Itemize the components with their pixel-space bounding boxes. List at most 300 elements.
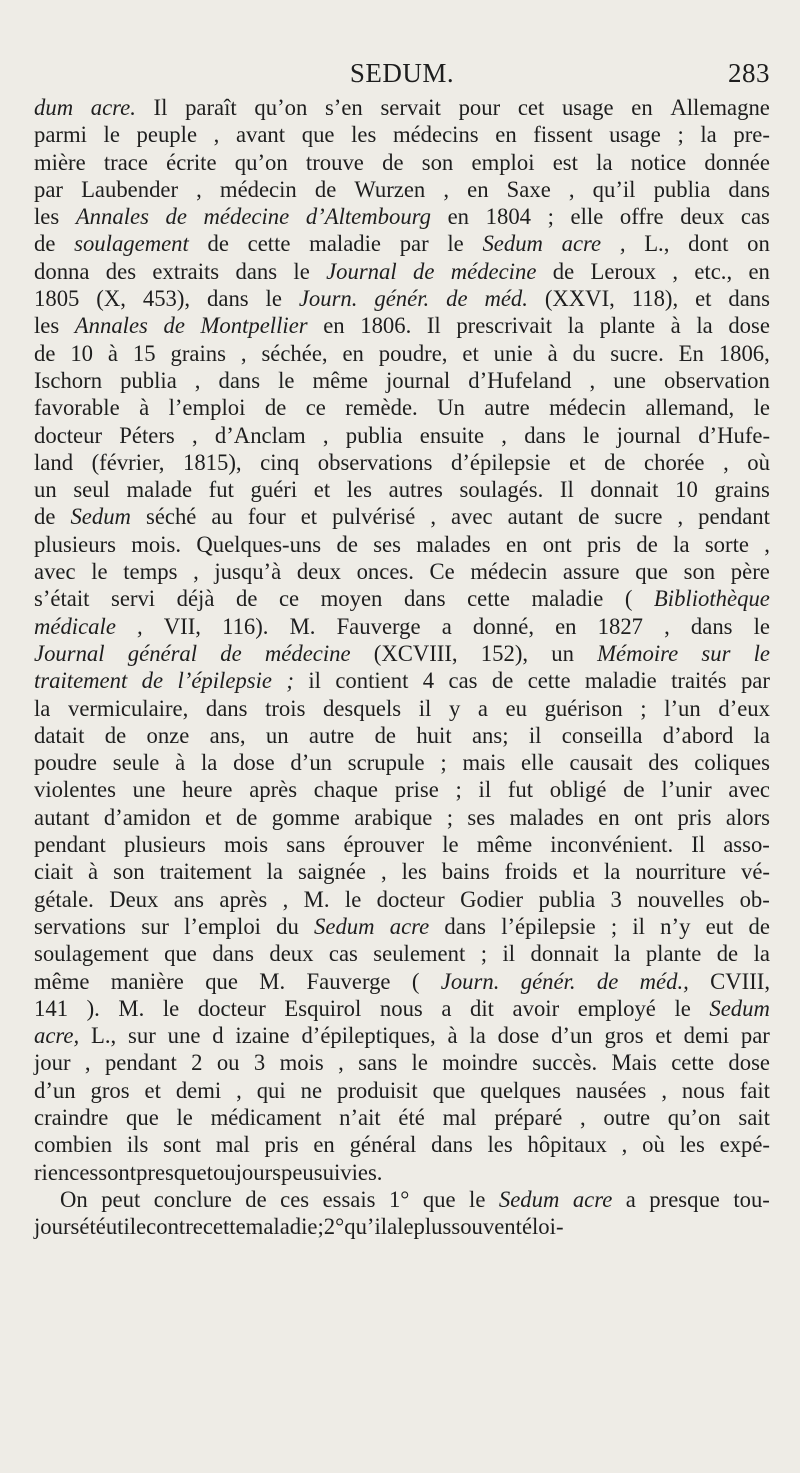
word: 1° xyxy=(388,1186,410,1212)
word: ce xyxy=(305,395,326,421)
word: le xyxy=(265,286,282,312)
word: sait xyxy=(738,1104,770,1130)
word: dont xyxy=(688,231,729,257)
word: en xyxy=(748,258,770,284)
word: etc., xyxy=(694,258,733,284)
word: dans xyxy=(444,913,486,939)
word: cas xyxy=(328,941,358,967)
word: ; xyxy=(440,750,447,776)
word: Ce xyxy=(429,559,455,585)
word: autant xyxy=(507,504,564,530)
word: inconvénient. xyxy=(550,832,674,858)
word: s’était xyxy=(34,586,90,612)
italic-word: médecine xyxy=(264,640,351,666)
word: ; xyxy=(610,913,618,939)
word: prise xyxy=(394,777,439,803)
italic-word: de xyxy=(446,286,468,312)
text-line xyxy=(34,640,770,667)
word: hôpitaux xyxy=(527,1132,607,1158)
word: ans; xyxy=(471,722,509,748)
word: ce xyxy=(278,586,300,612)
word: plante xyxy=(599,313,656,339)
italic-word: Annales xyxy=(75,204,149,230)
word: sont xyxy=(98,1159,137,1185)
word: du xyxy=(572,340,596,366)
word: en xyxy=(598,804,620,830)
italic-word: de xyxy=(165,204,187,230)
word: , xyxy=(338,1050,344,1076)
word: en xyxy=(467,176,489,202)
word: Fauverge xyxy=(336,613,421,639)
word: Saxe xyxy=(506,176,551,202)
italic-word: de xyxy=(163,313,185,339)
word: Fauverge xyxy=(306,968,391,994)
word: (X, xyxy=(96,286,126,312)
word: huit xyxy=(416,722,452,748)
word: moindre xyxy=(442,1050,518,1076)
word: et xyxy=(205,804,222,830)
italic-word: le xyxy=(753,640,770,666)
word: extraits xyxy=(152,258,220,284)
word: médicament xyxy=(210,1104,322,1130)
word: parmi xyxy=(34,122,87,148)
word: un xyxy=(34,477,57,503)
word: cette xyxy=(671,1050,715,1076)
word: la xyxy=(700,122,717,148)
word: dans xyxy=(431,1132,473,1158)
word: séchée, xyxy=(261,340,328,366)
word: et xyxy=(569,449,586,475)
word: d’Hufeland xyxy=(468,367,572,393)
word: ont xyxy=(542,531,572,557)
word: , xyxy=(191,422,198,448)
word: mal xyxy=(215,1132,250,1158)
word: four xyxy=(247,504,286,530)
word: en xyxy=(447,204,470,230)
word: l’épilepsie xyxy=(501,913,596,939)
word: , xyxy=(196,176,202,202)
word: temps xyxy=(123,559,178,585)
word: en xyxy=(342,340,364,366)
word: allemand, xyxy=(645,395,735,421)
word: sont xyxy=(163,1132,201,1158)
word: sur xyxy=(141,913,169,939)
word: 152), xyxy=(480,640,529,666)
word: écrite xyxy=(166,149,217,175)
word: gomme xyxy=(271,804,340,830)
italic-word: Sedum xyxy=(498,1186,560,1212)
word: remède. xyxy=(345,395,418,421)
word: le xyxy=(469,1186,486,1212)
word: prescrivait xyxy=(456,313,553,339)
word: le xyxy=(583,422,600,448)
word: le xyxy=(411,1050,428,1076)
word: dit xyxy=(470,995,494,1021)
word: expé- xyxy=(719,1132,770,1158)
word: 2 xyxy=(191,1050,203,1076)
word: (XCVIII, xyxy=(373,640,458,666)
word: la xyxy=(753,941,770,967)
word: L., xyxy=(644,231,670,257)
word: asso- xyxy=(723,832,770,858)
word: qu’on xyxy=(667,1104,721,1130)
word: plusieurs xyxy=(34,531,116,557)
word: Leroux xyxy=(590,258,656,284)
word: presque xyxy=(649,1186,720,1212)
word: toujours xyxy=(206,1159,282,1185)
word: pre- xyxy=(733,122,770,148)
word: un xyxy=(265,722,289,748)
text-line xyxy=(34,886,770,913)
word: donnée xyxy=(704,149,770,175)
word: d xyxy=(212,1023,224,1049)
word: dans xyxy=(728,176,770,202)
word: Péters xyxy=(119,422,175,448)
word: une xyxy=(167,1023,201,1049)
word: favorable xyxy=(34,395,120,421)
word: chorée xyxy=(644,449,705,475)
word: que xyxy=(164,941,197,967)
italic-word: Bibliothèque xyxy=(653,586,770,612)
text-line xyxy=(34,449,770,476)
word: suivies. xyxy=(313,1159,383,1185)
word: On xyxy=(60,1186,88,1212)
text-line xyxy=(34,312,770,339)
word: elle xyxy=(521,750,554,776)
word: de xyxy=(578,504,600,530)
word: En xyxy=(678,340,704,366)
word: , xyxy=(672,258,678,284)
text-line xyxy=(34,1186,770,1213)
word: , xyxy=(723,449,729,475)
word: , xyxy=(764,531,770,557)
word: pris xyxy=(587,531,622,557)
word: de xyxy=(235,586,258,612)
word: trois xyxy=(265,695,306,721)
word: servait xyxy=(380,95,441,120)
word: Wurzen xyxy=(354,176,426,202)
word: Il xyxy=(153,95,168,120)
word: pendant xyxy=(34,832,106,858)
word: (XXVI, xyxy=(544,286,615,312)
word: Il xyxy=(559,477,574,503)
word: en xyxy=(323,313,345,339)
word: craindre xyxy=(34,1104,109,1130)
word: le xyxy=(442,832,459,858)
italic-word: Montpellier xyxy=(200,313,308,339)
italic-word: général xyxy=(127,640,198,666)
word: a xyxy=(387,1214,398,1240)
italic-word: acre. xyxy=(90,95,136,120)
word: des xyxy=(105,258,137,284)
word: par xyxy=(34,176,63,202)
word: deux xyxy=(296,559,341,585)
word: (février, xyxy=(91,449,165,475)
word: guérison xyxy=(544,695,623,721)
word: donna xyxy=(34,258,90,284)
word: nous xyxy=(379,995,423,1021)
word: et xyxy=(572,859,589,885)
word: quelques xyxy=(480,1077,561,1103)
text-line xyxy=(34,176,770,203)
text-line xyxy=(34,94,770,121)
word: sorte xyxy=(704,531,749,557)
word: guéri xyxy=(250,477,298,503)
word: peuple xyxy=(136,122,198,148)
word: moyen xyxy=(320,586,383,612)
word: la xyxy=(753,722,770,748)
word: Laubender xyxy=(81,176,179,202)
word: été xyxy=(398,1104,425,1130)
word: cas xyxy=(740,204,770,230)
word: nourriture xyxy=(635,859,727,885)
word: deux xyxy=(269,941,314,967)
word: dans xyxy=(218,367,261,393)
word: demi xyxy=(175,1077,222,1103)
word: peut xyxy=(101,1186,141,1212)
word: général xyxy=(349,1132,417,1158)
text-line xyxy=(34,1104,770,1131)
text-line xyxy=(34,722,770,749)
word: dans xyxy=(690,613,733,639)
italic-word: Journal xyxy=(326,258,397,284)
word: d’un xyxy=(290,750,333,776)
word: , xyxy=(443,176,450,202)
text-line xyxy=(34,613,770,640)
word: ; xyxy=(480,941,488,967)
word: plus xyxy=(413,1214,452,1240)
word: grains xyxy=(714,477,770,503)
word: la xyxy=(469,1023,486,1049)
word: , xyxy=(236,1077,242,1103)
word: land xyxy=(34,449,74,475)
word: ). xyxy=(86,995,100,1021)
word: de xyxy=(382,149,404,175)
text-line xyxy=(34,476,770,503)
word: à xyxy=(670,313,681,339)
word: 1815), xyxy=(182,449,242,475)
word: autre xyxy=(484,395,530,421)
word: , xyxy=(661,1077,667,1103)
word: 116). xyxy=(222,613,269,639)
word: qui xyxy=(256,1077,286,1103)
italic-word: Journal xyxy=(34,640,105,666)
word: , xyxy=(580,1104,586,1130)
word: CVIII, xyxy=(710,968,770,994)
word: s’en xyxy=(324,95,363,120)
word: traitement xyxy=(159,859,252,885)
word: autre xyxy=(308,722,355,748)
word: les xyxy=(351,122,377,148)
word: fut xyxy=(208,477,234,503)
word: manière xyxy=(110,968,184,994)
text-line xyxy=(34,776,770,803)
word: en xyxy=(313,1132,335,1158)
word: assure xyxy=(562,559,620,585)
word: mois. xyxy=(131,531,182,557)
word: dans xyxy=(205,695,248,721)
word: M. xyxy=(259,968,286,994)
italic-word: ; xyxy=(286,668,294,694)
word: utile xyxy=(105,1214,147,1240)
word: le xyxy=(278,367,295,393)
word: le xyxy=(753,395,770,421)
word: deux xyxy=(680,204,725,230)
word: M. xyxy=(303,886,330,912)
word: 3 xyxy=(253,1050,266,1076)
word: 141 xyxy=(34,995,69,1021)
word: il xyxy=(632,913,645,939)
word: plusieurs xyxy=(123,832,206,858)
word: son xyxy=(113,859,145,885)
text-line xyxy=(34,258,770,285)
word: , xyxy=(322,422,329,448)
word: Allemagne xyxy=(670,95,770,120)
word: servations xyxy=(34,913,126,939)
word: dans xyxy=(207,286,249,312)
word: la xyxy=(567,313,585,339)
word: il xyxy=(528,722,542,748)
word: et xyxy=(462,340,479,366)
word: mal xyxy=(442,1104,477,1130)
word: les xyxy=(346,477,372,503)
text-line xyxy=(34,804,770,831)
word: 1806. xyxy=(360,313,412,339)
word: où xyxy=(747,449,770,475)
word: soulagement xyxy=(34,941,149,967)
italic-word: , xyxy=(619,231,626,257)
italic-word: médecine xyxy=(450,258,537,284)
word: violentes xyxy=(34,777,116,803)
word: a xyxy=(441,995,452,1021)
word: saignée xyxy=(297,859,366,885)
word: le xyxy=(293,258,310,284)
word: observation xyxy=(664,367,770,393)
word: qu’il xyxy=(344,1214,388,1240)
italic-word: Annales xyxy=(74,313,148,339)
word: avant xyxy=(235,122,286,148)
word: produisit xyxy=(336,1077,418,1103)
word: jours xyxy=(34,1214,80,1240)
word: malades xyxy=(416,531,491,557)
word: l’un xyxy=(664,695,701,721)
italic-word: de xyxy=(141,668,164,694)
word: grains xyxy=(170,340,226,366)
italic-word: génér. xyxy=(374,286,430,312)
word: il xyxy=(308,668,321,694)
text-line xyxy=(34,831,770,858)
word: avec xyxy=(451,504,493,530)
word: et xyxy=(655,1023,672,1049)
word: autant xyxy=(34,804,90,830)
word: ; xyxy=(547,204,554,230)
word: père xyxy=(730,559,770,585)
word: outre xyxy=(603,1104,651,1130)
word: , xyxy=(501,422,507,448)
word: ont xyxy=(634,804,664,830)
word: gros xyxy=(604,1023,644,1049)
word: d’Anclam xyxy=(214,422,306,448)
word: y xyxy=(448,695,461,721)
word: sur xyxy=(128,1023,156,1049)
word: offre xyxy=(619,204,664,230)
italic-word: acre, xyxy=(34,1023,80,1049)
word: jour xyxy=(34,1050,71,1076)
word: , xyxy=(677,504,684,530)
word: en xyxy=(631,95,653,120)
word: ( xyxy=(411,968,420,994)
italic-word: dum xyxy=(34,95,74,120)
word: 1827 xyxy=(597,613,644,639)
word: ans, xyxy=(209,722,246,748)
italic-word: l’épilepsie xyxy=(177,668,272,694)
italic-word: sur xyxy=(701,640,731,666)
word: unie xyxy=(493,340,533,366)
word: médecin xyxy=(219,176,297,202)
word: préparé xyxy=(494,1104,563,1130)
word: trace xyxy=(103,149,148,175)
running-head-title: SEDUM. xyxy=(349,58,455,88)
text-line xyxy=(34,394,770,421)
word: mois xyxy=(279,1050,324,1076)
word: que xyxy=(432,1077,466,1103)
italic-word: acre xyxy=(572,1186,613,1212)
text-line xyxy=(34,913,770,940)
word: malades xyxy=(509,804,584,830)
word: M. xyxy=(118,995,145,1021)
word: paraît xyxy=(185,95,237,120)
italic-word: soulagement xyxy=(74,231,189,257)
word: elle xyxy=(570,204,604,230)
word: à xyxy=(175,750,186,776)
word: médecins xyxy=(392,122,479,148)
italic-word: Sedum xyxy=(482,231,543,257)
word: avoir xyxy=(512,995,560,1021)
word: seul xyxy=(73,477,110,503)
word: le xyxy=(176,1104,193,1130)
italic-word: méd. xyxy=(484,286,528,312)
word: Esquirol xyxy=(284,995,362,1021)
word: été xyxy=(79,1214,106,1240)
text-line xyxy=(34,285,770,312)
word: il xyxy=(478,777,492,803)
word: la xyxy=(34,695,51,721)
word: il xyxy=(418,695,432,721)
word: cette xyxy=(202,1214,246,1240)
word: ne xyxy=(300,1077,323,1103)
word: on xyxy=(747,231,770,257)
word: la xyxy=(696,313,713,339)
word: avec xyxy=(728,777,770,803)
word: médecin xyxy=(549,395,626,421)
text-line xyxy=(34,585,770,612)
word: donnait xyxy=(530,941,599,967)
italic-word: acre xyxy=(561,231,602,257)
text-line xyxy=(34,995,770,1022)
text-line xyxy=(34,1159,770,1186)
word: n’ait xyxy=(339,1104,381,1130)
word: poudre, xyxy=(378,340,448,366)
word: à xyxy=(88,859,99,885)
word: publia xyxy=(538,886,596,912)
body-text xyxy=(34,94,770,1240)
word: un xyxy=(551,640,574,666)
word: 118), xyxy=(631,286,679,312)
word: ; xyxy=(317,1214,324,1240)
word: les xyxy=(487,1132,513,1158)
word: le xyxy=(103,122,120,148)
word: de xyxy=(748,913,770,939)
